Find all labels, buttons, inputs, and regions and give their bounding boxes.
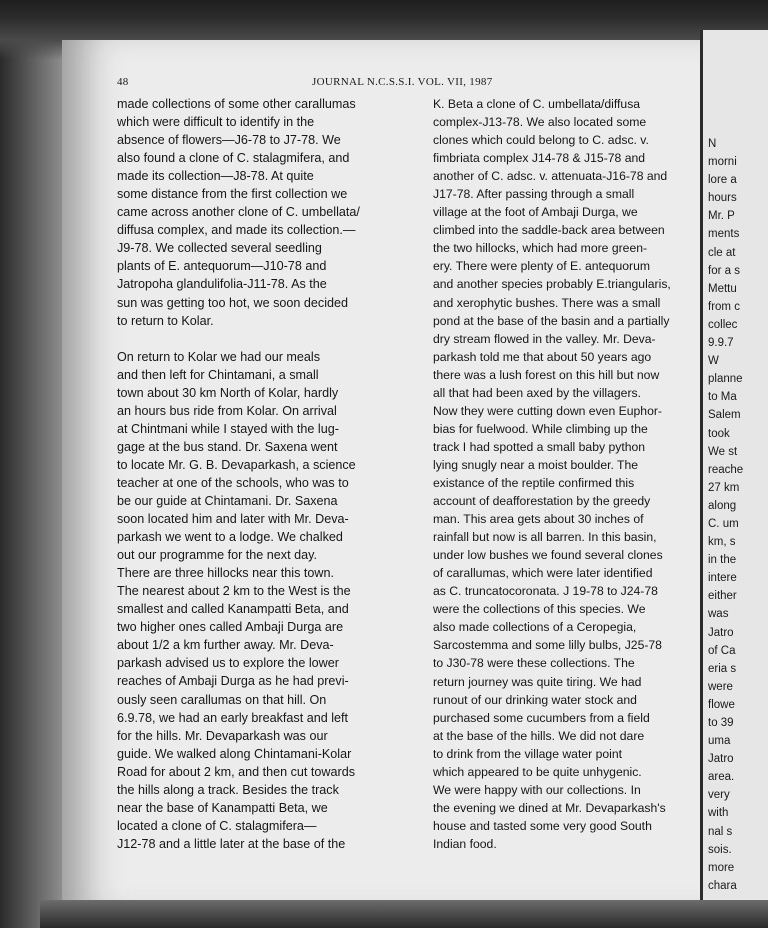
text-line: clones which could belong to C. adsc. v. bbox=[433, 133, 649, 148]
facing-text-fragment: morni bbox=[708, 156, 737, 169]
text-line: and xerophytic bushes. There was a small bbox=[433, 295, 661, 310]
text-line: guide. We walked along Chintamani-Kolar bbox=[117, 746, 352, 761]
facing-text-fragment: uma bbox=[708, 735, 731, 748]
text-line: also made collections of a Ceropegia, bbox=[433, 620, 637, 635]
facing-text-fragment: Jatro bbox=[708, 753, 734, 766]
text-line: some distance from the first collection we bbox=[117, 187, 348, 202]
text-line: Jatropoha glandulifolia-J11-78. As the bbox=[117, 277, 327, 292]
text-line: house and tasted some very good South bbox=[433, 818, 652, 833]
text-line: about 1/2 a km further away. Mr. Deva- bbox=[117, 638, 334, 653]
facing-text-fragment: in the bbox=[708, 554, 737, 567]
facing-text-fragment: Mr. P bbox=[708, 210, 735, 223]
text-line: ery. There were plenty of E. antequorum bbox=[433, 259, 651, 274]
text-line: made collections of some other carallumas bbox=[117, 97, 356, 111]
text-line: at the base of the hills. We did not dare bbox=[433, 728, 645, 743]
text-line: the two hillocks, which had more green- bbox=[433, 241, 648, 256]
text-line: pond at the base of the basin and a partially bbox=[433, 313, 670, 328]
text-line: as C. truncatocoronata. J 19-78 to J24-78 bbox=[433, 584, 658, 599]
facing-text-fragment: area. bbox=[708, 771, 735, 784]
text-line: soon located him and later with Mr. Deva- bbox=[117, 512, 349, 527]
text-line: to drink from the village water point bbox=[433, 746, 622, 761]
text-line: be our guide at Chintamani. Dr. Saxena bbox=[117, 493, 338, 508]
facing-text-fragment: W bbox=[708, 355, 719, 368]
text-line: fimbriata complex J14-78 & J15-78 and bbox=[433, 151, 646, 166]
facing-text-fragment: Mettu bbox=[708, 282, 737, 295]
facing-text-fragment: 9.9.7 bbox=[708, 337, 734, 350]
text-line: which were difficult to identify in the bbox=[117, 115, 315, 130]
text-line: the hills along a track. Besides the track bbox=[117, 782, 339, 797]
text-line: an hours bus ride from Kolar. On arrival bbox=[117, 403, 337, 418]
running-head: JOURNAL N.C.S.S.I. VOL. VII, 1987 bbox=[312, 76, 493, 88]
text-line: lying snugly near a moist boulder. The bbox=[433, 457, 639, 472]
text-line: which appeared to be quite unhygenic. bbox=[433, 764, 642, 779]
text-line: for the hills. Mr. Devaparkash was our bbox=[117, 728, 328, 743]
facing-text-fragment: with bbox=[708, 807, 729, 820]
facing-text-fragment: collec bbox=[708, 318, 738, 331]
text-line: complex-J13-78. We also located some bbox=[433, 115, 647, 130]
facing-text-fragment: reache bbox=[708, 463, 744, 476]
facing-text-fragment: planne bbox=[708, 373, 743, 386]
facing-text-fragment: cle at bbox=[708, 246, 736, 259]
facing-text-fragment: to Ma bbox=[708, 391, 737, 404]
text-line: There are three hillocks near this town. bbox=[117, 566, 334, 581]
text-line: all that had been axed by the villagers. bbox=[433, 385, 642, 400]
text-line: plants of E. antequorum—J10-78 and bbox=[117, 259, 327, 274]
text-line: there was a lush forest on this hill but now bbox=[433, 367, 660, 382]
text-line: man. This area gets about 30 inches of bbox=[433, 512, 644, 527]
text-line: of carallumas, which were later identified bbox=[433, 566, 653, 581]
facing-text-fragment: C. um bbox=[708, 517, 739, 530]
text-line: town about 30 km North of Kolar, hardly bbox=[117, 385, 339, 400]
text-line: J9-78. We collected several seedling bbox=[117, 241, 322, 256]
text-line: to locate Mr. G. B. Devaparkash, a science bbox=[117, 457, 356, 472]
text-line: existance of the reptile confirmed this bbox=[433, 475, 635, 490]
facing-text-fragment: sois. bbox=[708, 843, 732, 856]
text-line: another of C. adsc. v. attenuata-J16-78 and bbox=[433, 169, 668, 184]
text-line: return journey was quite tiring. We had bbox=[433, 674, 642, 689]
book-bottom-edge bbox=[40, 900, 768, 928]
facing-text-fragment: very bbox=[708, 789, 730, 802]
facing-text-fragment: for a s bbox=[708, 264, 740, 277]
facing-text-fragment: km, s bbox=[708, 536, 736, 549]
facing-text-fragment: ments bbox=[708, 228, 740, 241]
facing-text-fragment: 27 km bbox=[708, 481, 740, 494]
facing-text-fragment: Salem bbox=[708, 409, 741, 422]
text-line: climbed into the saddle-back area between bbox=[433, 223, 665, 238]
text-line: diffusa complex, and made its collection.— bbox=[117, 223, 356, 238]
text-line: parkash we went to a lodge. We chalked bbox=[117, 530, 343, 545]
text-line: were the collections of this species. We bbox=[433, 602, 646, 617]
facing-text-fragment: more bbox=[708, 861, 735, 874]
text-line: teacher at one of the schools, who was to bbox=[117, 475, 349, 490]
facing-text-fragment: hours bbox=[708, 192, 737, 205]
text-line: out our programme for the next day. bbox=[117, 548, 317, 563]
text-line: ously seen carallumas on that hill. On bbox=[117, 692, 327, 707]
text-line: On return to Kolar we had our meals bbox=[117, 349, 321, 364]
text-line: and then left for Chintamani, a small bbox=[117, 367, 319, 382]
facing-text-fragment: were bbox=[708, 680, 733, 693]
facing-text-fragment: took bbox=[708, 427, 730, 440]
text-line: village at the foot of Ambaji Durga, we bbox=[433, 205, 638, 220]
text-line: K. Beta a clone of C. umbellata/diffusa bbox=[433, 97, 641, 111]
text-line: at Chintmani while I stayed with the lug- bbox=[117, 421, 339, 436]
text-line: the evening we dined at Mr. Devaparkash's bbox=[433, 800, 666, 815]
text-line: made its collection—J8-78. At quite bbox=[117, 169, 314, 184]
page-number: 48 bbox=[117, 76, 129, 88]
facing-text-fragment: was bbox=[708, 608, 729, 621]
text-line: sun was getting too hot, we soon decided bbox=[117, 295, 349, 310]
text-line: We were happy with our collections. In bbox=[433, 782, 641, 797]
text-line: to J30-78 were these collections. The bbox=[433, 656, 635, 671]
text-line: bias for fuelwood. While climbing up the bbox=[433, 421, 648, 436]
facing-text-fragment: chara bbox=[708, 879, 737, 892]
facing-text-fragment: N bbox=[708, 138, 717, 150]
text-line: Sarcostemma and some lilly bulbs, J25-78 bbox=[433, 638, 662, 653]
text-line: purchased some cucumbers from a field bbox=[433, 710, 650, 725]
facing-text-fragment: from c bbox=[708, 300, 740, 313]
text-line: near the base of Kanampatti Beta, we bbox=[117, 800, 328, 815]
facing-text-fragment: Jatro bbox=[708, 626, 734, 639]
left-column bbox=[117, 95, 407, 853]
text-line: reaches of Ambaji Durga as he had previ- bbox=[117, 674, 349, 689]
text-line: to return to Kolar. bbox=[117, 313, 214, 328]
facing-page-text bbox=[708, 135, 743, 895]
facing-text-fragment: We st bbox=[708, 445, 738, 458]
right-column bbox=[433, 95, 695, 853]
facing-text-fragment: flowe bbox=[708, 698, 735, 711]
text-line: Indian food. bbox=[433, 836, 497, 851]
text-line: under low bushes we found several clones bbox=[433, 548, 663, 563]
text-line: came across another clone of C. umbellata/ bbox=[117, 205, 360, 220]
text-line: dry stream flowed in the valley. Mr. Deva- bbox=[433, 331, 656, 346]
text-line: parkash advised us to explore the lower bbox=[117, 656, 339, 671]
text-line: The nearest about 2 km to the West is the bbox=[117, 584, 351, 599]
text-line: located a clone of C. stalagmifera— bbox=[117, 818, 317, 833]
facing-text-fragment: either bbox=[708, 590, 737, 603]
text-line: Road for about 2 km, and then cut towards bbox=[117, 764, 356, 779]
facing-page bbox=[700, 30, 768, 900]
text-line: rainfall but now is all barren. In this basin, bbox=[433, 530, 657, 545]
text-line: absence of flowers—J6-78 to J7-78. We bbox=[117, 133, 341, 148]
text-line: Now they were cutting down even Euphor- bbox=[433, 403, 662, 418]
facing-text-fragment: of Ca bbox=[708, 644, 736, 657]
text-line: two higher ones called Ambaji Durga are bbox=[117, 620, 344, 635]
text-line: track I had spotted a small baby python bbox=[433, 439, 646, 454]
text-line: gage at the bus stand. Dr. Saxena went bbox=[117, 439, 338, 454]
facing-text-fragment: along bbox=[708, 499, 737, 512]
text-line: runout of our drinking water stock and bbox=[433, 692, 637, 707]
text-line: account of deafforestation by the greedy bbox=[433, 494, 651, 509]
facing-text-fragment: nal s bbox=[708, 825, 733, 838]
facing-text-fragment: intere bbox=[708, 572, 737, 585]
text-line: smallest and called Kanampatti Beta, and bbox=[117, 602, 349, 617]
facing-text-fragment: lore a bbox=[708, 174, 737, 187]
facing-text-fragment: to 39 bbox=[708, 717, 734, 729]
text-line: also found a clone of C. stalagmifera, and bbox=[117, 151, 350, 166]
text-line: and another species probably E.triangularis, bbox=[433, 277, 671, 292]
text-line: J17-78. After passing through a small bbox=[433, 187, 635, 202]
text-line: J12-78 and a little later at the base of the bbox=[117, 836, 346, 851]
text-line: parkash told me that about 50 years ago bbox=[433, 349, 652, 364]
text-line: 6.9.78, we had an early breakfast and left bbox=[117, 710, 349, 725]
facing-text-fragment: eria s bbox=[708, 662, 737, 675]
paragraph-gap bbox=[117, 330, 407, 348]
